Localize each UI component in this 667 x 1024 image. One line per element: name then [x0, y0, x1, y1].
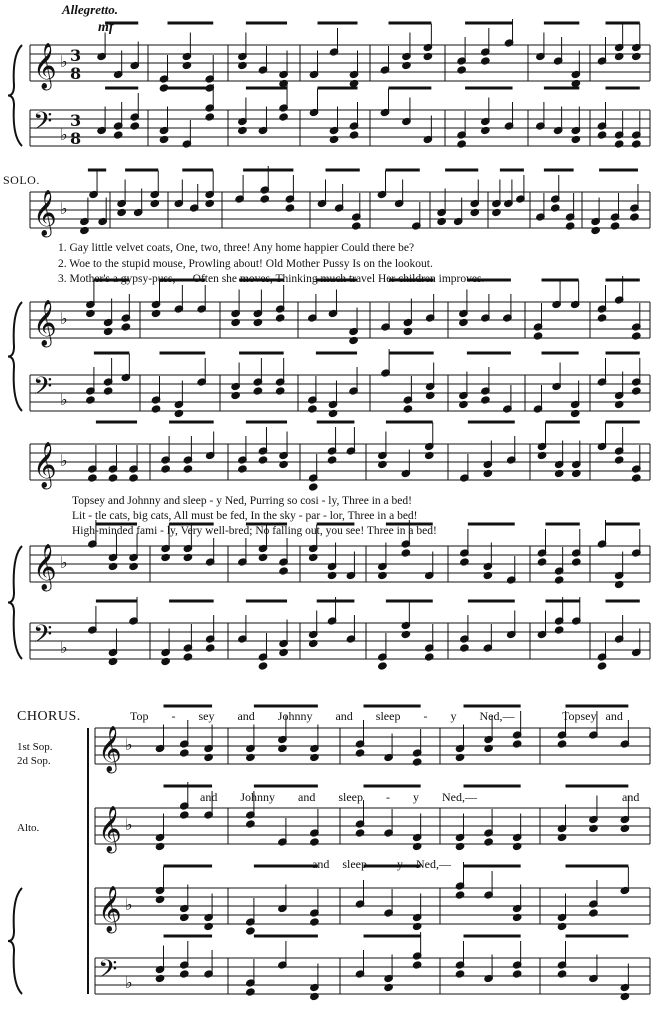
chorus-soprano-words: Top - sey and Johnny and sleep - y Ned,— — [130, 709, 515, 723]
note-head — [533, 332, 543, 340]
note-head — [481, 396, 491, 404]
note-head — [457, 66, 467, 74]
note-head — [412, 961, 422, 969]
note-head — [632, 140, 642, 148]
note-head — [589, 909, 599, 917]
note-head — [161, 465, 171, 473]
treble-clef-icon: 𝄞 — [98, 806, 122, 852]
time-signature-top: 3 — [70, 46, 82, 65]
note-head — [129, 474, 139, 482]
note-head — [258, 662, 268, 670]
note-head — [159, 84, 169, 92]
lyrics-verse-2b: Lit - tle cats, big cats, All must be fed, In the sky - par - lor, Three in a bed! — [72, 510, 418, 522]
solo-label: SOLO. — [3, 173, 40, 187]
flat-icon: ♭ — [125, 973, 133, 992]
note-head — [557, 970, 567, 978]
note-head — [279, 567, 289, 575]
bass-clef-icon: 𝄢 — [33, 107, 53, 142]
note-head — [597, 131, 607, 139]
note-head — [310, 918, 320, 926]
note-head — [457, 140, 467, 148]
note-head — [253, 387, 263, 395]
note-head — [557, 740, 567, 748]
flat-icon: ♭ — [60, 125, 68, 144]
note-head — [151, 405, 161, 413]
note-head — [572, 558, 582, 566]
note-head — [308, 405, 318, 413]
treble-clef-icon: 𝄞 — [98, 726, 122, 772]
note-head — [481, 57, 491, 65]
bass-clef-icon: 𝄢 — [33, 372, 53, 407]
note-head — [183, 653, 193, 661]
note-head — [103, 387, 113, 395]
note-head — [614, 140, 624, 148]
lyrics-verse-1b: Topsey and Johnny and sleep - y Ned, Purring so cosi - ly, Three in a bed! — [72, 495, 412, 507]
note-head — [180, 970, 190, 978]
flat-icon: ♭ — [60, 52, 68, 71]
flat-icon: ♭ — [125, 815, 133, 834]
chorus-alto-words: and sleep - y Ned,— — [312, 857, 451, 871]
note-head — [597, 662, 607, 670]
lyrics-verse-2a: 2. Woe to the stupid mouse, Prowling about! Old Mother Pussy Is on the lookout. — [58, 258, 433, 270]
time-signature-bottom: 8 — [70, 64, 82, 83]
note-head — [537, 558, 547, 566]
dynamic-marking: mf — [98, 20, 114, 35]
note-head — [403, 405, 413, 413]
brace-icon — [8, 888, 22, 994]
note-head — [378, 662, 388, 670]
note-head — [597, 314, 607, 322]
note-head — [349, 131, 359, 139]
note-head — [113, 131, 123, 139]
treble-clef-icon: 𝄞 — [33, 300, 57, 346]
flat-icon: ♭ — [60, 553, 68, 572]
note-head — [614, 456, 624, 464]
note-head — [246, 927, 256, 935]
lyrics-verse-3b: High-minded fami - ly, Very well-bred; No falling out, you see! Three in a bed! — [72, 525, 437, 537]
note-head — [260, 195, 270, 203]
note-head — [246, 820, 256, 828]
note-head — [275, 314, 285, 322]
note-head — [565, 222, 575, 230]
note-head — [632, 387, 642, 395]
note-head — [86, 396, 96, 404]
note-head — [554, 576, 564, 584]
flat-icon: ♭ — [60, 451, 68, 470]
note-head — [308, 483, 318, 491]
note-head — [327, 456, 337, 464]
note-head — [279, 113, 289, 121]
note-head — [610, 222, 620, 230]
note-head — [180, 811, 190, 819]
note-head — [180, 749, 190, 757]
note-head — [632, 332, 642, 340]
brace-icon — [8, 45, 22, 146]
note-head — [554, 626, 564, 634]
flat-icon: ♭ — [60, 309, 68, 328]
note-head — [88, 474, 98, 482]
note-head — [285, 204, 295, 212]
note-head — [424, 653, 434, 661]
lyrics-verse-1a: 1. Gay little velvet coats, One, two, three! Any home happier Could there be? — [58, 242, 415, 254]
note-head — [258, 456, 268, 464]
chorus-soprano-words-end: Topsey and — [562, 709, 623, 723]
brace-icon — [8, 302, 22, 411]
flat-icon: ♭ — [125, 895, 133, 914]
bass-clef-icon: 𝄢 — [98, 955, 118, 990]
chorus-second-soprano-words-end: and — [622, 790, 640, 804]
note-head — [401, 549, 411, 557]
lyrics-verse-3a: 3. Mother's a gypsy-puss, — Often she moves, Thinking much travel Her children improves. — [58, 273, 485, 285]
bass-clef-icon: 𝄢 — [33, 620, 53, 655]
flat-icon: ♭ — [60, 638, 68, 657]
flat-icon: ♭ — [60, 390, 68, 409]
note-head — [460, 644, 470, 652]
note-head — [108, 474, 118, 482]
time-signature-bottom: 8 — [70, 129, 82, 148]
note-head — [352, 222, 362, 230]
alto-label: Alto. — [17, 822, 40, 834]
flat-icon: ♭ — [125, 735, 133, 754]
note-head — [310, 838, 320, 846]
second-soprano-label: 2d Sop. — [17, 755, 51, 767]
brace-icon — [8, 546, 22, 659]
note-head — [355, 829, 365, 837]
time-signature-top: 3 — [70, 111, 82, 130]
treble-clef-icon: 𝄞 — [33, 43, 57, 89]
chorus-label: CHORUS. — [17, 709, 81, 724]
note-head — [455, 970, 465, 978]
note-head — [130, 122, 140, 130]
treble-clef-icon: 𝄞 — [33, 544, 57, 590]
note-head — [238, 465, 248, 473]
note-head — [630, 213, 640, 221]
note-head — [355, 749, 365, 757]
note-head — [275, 387, 285, 395]
flat-icon: ♭ — [60, 199, 68, 218]
note-head — [550, 204, 560, 212]
note-head — [460, 558, 470, 566]
note-head — [455, 891, 465, 899]
treble-clef-icon: 𝄞 — [98, 886, 122, 932]
note-head — [512, 740, 522, 748]
note-head — [246, 988, 256, 996]
note-head — [512, 970, 522, 978]
note-head — [205, 113, 215, 121]
note-head — [632, 474, 642, 482]
note-head — [412, 758, 422, 766]
note-head — [183, 465, 193, 473]
first-soprano-label: 1st Sop. — [17, 741, 53, 753]
chorus-second-soprano-words: and Johnny and sleep - y Ned,— — [200, 790, 477, 804]
treble-clef-icon: 𝄞 — [33, 190, 57, 236]
tempo-marking: Allegretto. — [62, 2, 118, 17]
note-head — [484, 838, 494, 846]
note-head — [121, 323, 131, 331]
note-head — [205, 644, 215, 652]
treble-clef-icon: 𝄞 — [33, 442, 57, 488]
